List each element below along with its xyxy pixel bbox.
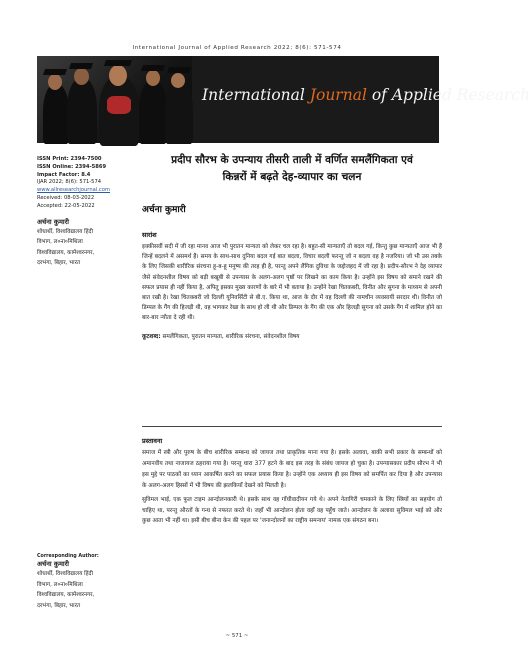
sidebar-affiliation-line: विभाग, ल०ना०मिथिला: [37, 239, 83, 246]
paper-title-line-2: किन्नरों में बढ़ते देह-व्यापार का चलन: [222, 171, 362, 183]
corresponding-affiliation-line: विभाग, ल०ना०मिथिला: [37, 581, 83, 588]
paper-title: [142, 152, 442, 186]
paper-author: अर्चना कुमारी: [142, 205, 186, 215]
sidebar-affiliation-line: दरभंगा, बिहार, भारत: [37, 260, 81, 267]
corresponding-author-block: [37, 554, 125, 611]
keywords-line: [142, 332, 442, 342]
sidebar-affiliation-line: विश्वविद्यालय, कामेश्वरनगर,: [37, 249, 95, 256]
corresponding-affiliation-line: विश्वविद्यालय, कामेश्वरनगर,: [37, 592, 95, 598]
corresponding-author-name: अर्चना कुमारी: [37, 560, 70, 568]
corresponding-author-label: Corresponding Author:: [37, 554, 99, 559]
keywords-text: समलैंगिकता, पुरातन मान्यता, शारीरिक संरचना, संवेदनशील विषय: [160, 333, 300, 340]
banner-title-accent: Journal: [309, 86, 367, 104]
banner-title-part1: International: [202, 86, 310, 104]
article-main-column: [142, 150, 442, 342]
sidebar-author-name: अर्चना कुमारी: [37, 217, 70, 226]
section-divider: [142, 426, 442, 427]
introduction-paragraph-2: सुविमल भाई, एक फुल टाइम आन्दोलनकारी थे। इसके साथ वह गाँधीवादीयन गये थे। अपने नेतागिरी चमकाने के लिए स्त्रियों का सहयोग तो चाहिए था, परन्तु औरतों के गन्ध से नफरत करते थे। जहाँ भी आन्दोलन होता वहाँ वह पहुँच जाते। आन्दोलन के अलावा सुविमल भाई को और कुछ आता भी नहीं था। इसी बीच बीना केन की पहल पर 'जनान्दोलनों का राष्ट्रीय समन्वय' नामक एक संगठन बना।: [142, 496, 442, 525]
issn-online: ISSN Online: 2394-5869: [37, 163, 107, 170]
paper-title-line-1: प्रदीप सौरभ के उपन्याय तीसरी ताली में वर्णित समलैंगिकता एवं: [171, 154, 413, 166]
article-meta-sidebar: [37, 156, 125, 269]
graduates-photo: [37, 56, 192, 143]
journal-banner: [37, 56, 530, 143]
impact-factor: Impact Factor: 8.4: [37, 171, 91, 178]
introduction-heading: प्रस्तावना: [142, 437, 163, 445]
journal-banner-title: [202, 86, 530, 104]
ijar-issue: IJAR 2022; 8(6): 571-574: [37, 179, 102, 186]
abstract-text: इक्कीसवीं सदी में जी रहा मानव आज भी पुरातन मान्यता को लेकर चल रहा है। बहुत-सी मान्यताएँ तो बदल गई, किन्तु कुछ मान्यताएँ आज भी हैं जिन्हें बदलने में असमर्थ हैं। समय के साथ-साथ दुनिया बदल गई बात बदला, विचार बदली फरन्तु जो न बदला वह है नजरिया। जो भी उस तबके के लिए जिसकी शारीरिक संरचना हू-ब-हू मनुष्य की तरह ही है, परन्तु अपने लैंगिक दुविधा के जद्दोजहद में जी रहा है। प्रदीप-सौरभ ने देह व्यापार जैसे संवेदनशील विषय को बड़ी बखूबी से उपन्यास के अलग-अलग पृष्ठों पर लिखने का काम किया है। उन्होंने इस विषय को समाने रखने की सफल प्रयास ही नहीं किया है, अपितु इसका मुख्य कारणों के बारे में भी बताया है। उन्होंने रेखा चितकबरी, विनीत और सुगना के माध्यम से अपनी बात रखी है। रेखा चितकबरी जो दिल्ली यूनिवर्सिटी से बी.ए. किया था, आज के दौर में वह दिल्ली की नामचीन व्यवसायी सरदार थी। विनीत जो डिम्पल के गैंग की हिजड़ी थी, वह भागकर रेखा के साथ हो ली थी और डिम्पल के गैंग की एक और हिजड़ी सुगना को उसके गैंग में शामिल होने का बार-बार न्यौता दे रही थी।: [142, 244, 442, 322]
journal-header: International Journal of Applied Research 2022; 8(6): 571-574: [132, 45, 342, 51]
introduction-section: [142, 436, 442, 527]
introduction-paragraph-1: समाज में स्त्री और पुरुष के बीच शारीरिक सम्बन्ध को जायज तथा प्राकृतिक माना गया है। इसके अलावा, बाकी सभी प्रकार के सम्बन्धों को अमानवीय तथा नाजायज ठहराया गया है। परन्तु धारा 377 हटने के बाद इस तरह के संबंध जायज हो चुका है। उपन्यासकार प्रदीप सौरभ ने भी इस मुद्दे पर पाठकों का ध्यान आकर्षित करने का सफल प्रयास किया है। उन्होंने एक अध्याय ही इस विषय को समर्पित कर दिया है और उपन्यास के अलग-अलग हिस्सों में भी विषय की झलकियाँ देखने को मिलती है।: [142, 450, 442, 489]
keywords-label: कूटशब्द:: [142, 333, 161, 340]
corresponding-affiliation-line: दरभंगा, बिहार, भारत: [37, 602, 81, 609]
received-date: Received: 08-03-2022: [37, 194, 95, 201]
issn-print: ISSN Print: 2394-7500: [37, 156, 102, 162]
page-number: ~ 571 ~: [225, 633, 249, 639]
abstract-heading: सारांश: [142, 231, 157, 239]
sidebar-affiliation-line: शोधार्थी, विश्वविद्यालय हिंदी: [37, 228, 93, 235]
corresponding-affiliation-line: शोधार्थी, विश्वविद्यालय हिंदी: [37, 571, 93, 577]
accepted-date: Accepted: 22-05-2022: [37, 202, 95, 209]
banner-title-part2: of Applied Research: [366, 86, 530, 104]
journal-website-link[interactable]: www.allresearchjournal.com: [37, 187, 110, 194]
